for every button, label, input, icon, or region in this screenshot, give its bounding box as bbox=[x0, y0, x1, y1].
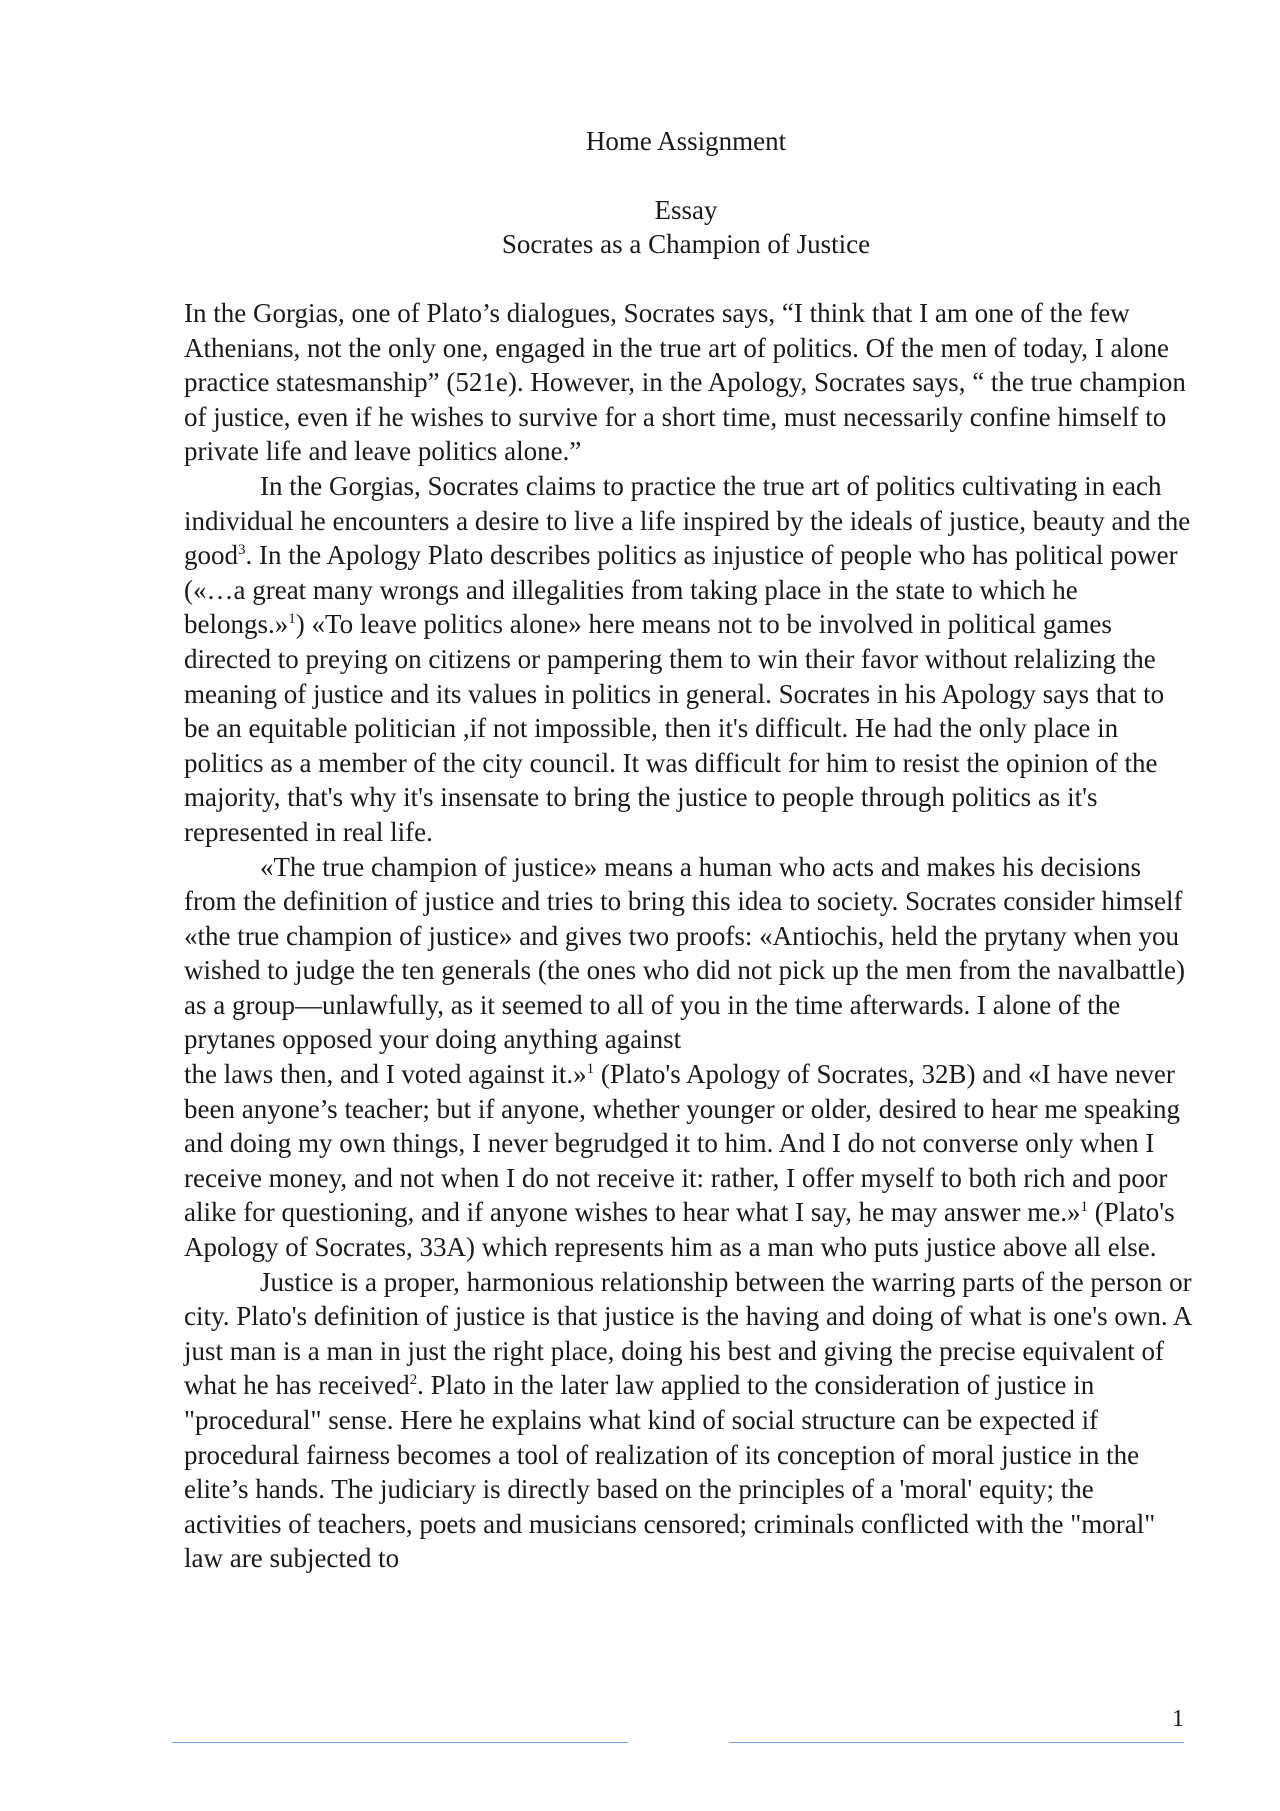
paragraph-text: In the Gorgias, Socrates claims to practice the true art of politics cultivating in each individual he encounters a desire to live a life inspired by the ideals of justice, beauty and the good bbox=[184, 470, 1191, 571]
footnote-reference: 1 bbox=[288, 611, 296, 628]
footer-rule-right bbox=[729, 1742, 1184, 1743]
paragraph-text: «The true champion of justice» means a human who acts and makes his decisions from the definition of justice and tries to bring this idea to society. Socrates consider himself «the true champion of justice» and gives two proofs: «Antiochis, held the prytany when you wished to judge the ten generals (the ones who did not pick up the men from the navalbattle) as a group—unlawfully, as it seemed to all of you in the time afterwards. I alone of the prytanes opposed your doing anything against bbox=[184, 851, 1185, 1055]
paragraph-text: the laws then, and I voted against it.» bbox=[184, 1059, 587, 1090]
essay-paragraph bbox=[184, 296, 1194, 469]
footnote-reference: 2 bbox=[409, 1372, 418, 1389]
document-subtitle: Socrates as a Champion of Justice bbox=[501, 229, 871, 259]
paragraph-text: In the Gorgias, one of Plato’s dialogues, Socrates says, “I think that I am one of the few Athenians, not the only one, engaged in the true art of politics. Of the men of today, I alone practice statesmanship” (521e). However, in the Apology, Socrates says, “ the true champion of justice, even if he wishes to survive for a short time, must necessarily confine himself to private life and leave politics alone.” bbox=[184, 298, 1186, 467]
paragraph-text: ) «To leave politics alone» here means not to be involved in political games directed to preying on citizens or pampering them to win their favor without relalizing the meaning of justice and its values in politics in general. Socrates in his Apology says that to be an equitable politician ,if not impossible, then it's difficult. He had the only place in politics as a member of the city council. It was difficult for him to resist the opinion of the majority, that's why it's insensate to bring the justice to people through politics as it's represented in real life. bbox=[184, 609, 1165, 847]
footnote-reference: 1 bbox=[1080, 1199, 1088, 1216]
essay-paragraph bbox=[184, 850, 1194, 1265]
essay-paragraph bbox=[184, 1265, 1194, 1576]
page-number: 1 bbox=[1172, 1706, 1184, 1732]
paragraph-text: . In the Apology Plato describes politics as injustice of people who has political power («…a great many wrongs and illegalities from taking place in the state to which he belongs.» bbox=[184, 540, 1178, 640]
document-title: Home Assignment bbox=[585, 126, 787, 156]
paragraph-text: Justice is a proper, harmonious relationship between the warring parts of the person or city. Plato's definition of justice is that justice is the having and doing of what is one's own. A just man is a man in just the right place, doing his best and giving the precise equivalent of what he has received bbox=[184, 1266, 1192, 1401]
document-kind: Essay bbox=[654, 195, 718, 225]
paragraph-text: (Plato's Apology of Socrates, 32B) and «I have never been anyone’s teacher; but if anyone, whether younger or older, desired to hear me speaking and doing my own things, I never begrudged it to him. And I do not converse only when I receive money, and not when I do not receive it: rather, I offer myself to both rich and poor alike for questioning, and if anyone wishes to hear what I say, he may answer me.» bbox=[184, 1059, 1181, 1228]
paragraph-text: . Plato in the later law applied to the consideration of justice in "procedural" sense. Here he explains what kind of social structure can be expected if procedural fairness becomes a tool of realization of its conception of moral justice in the elite’s hands. The judiciary is directly based on the principles of a 'moral' equity; the activities of teachers, poets and musicians censored; criminals conflicted with the "moral" law are subjected to bbox=[184, 1370, 1156, 1574]
essay-body bbox=[184, 296, 1194, 1576]
footnote-reference: 3 bbox=[238, 542, 246, 559]
footnote-reference: 1 bbox=[586, 1061, 595, 1078]
essay-paragraph bbox=[184, 469, 1194, 850]
paragraph-text: (Plato's Apology of Socrates, 33A) which represents him as a man who puts justice above all else. bbox=[184, 1197, 1175, 1263]
footer-rule-left bbox=[172, 1742, 628, 1743]
